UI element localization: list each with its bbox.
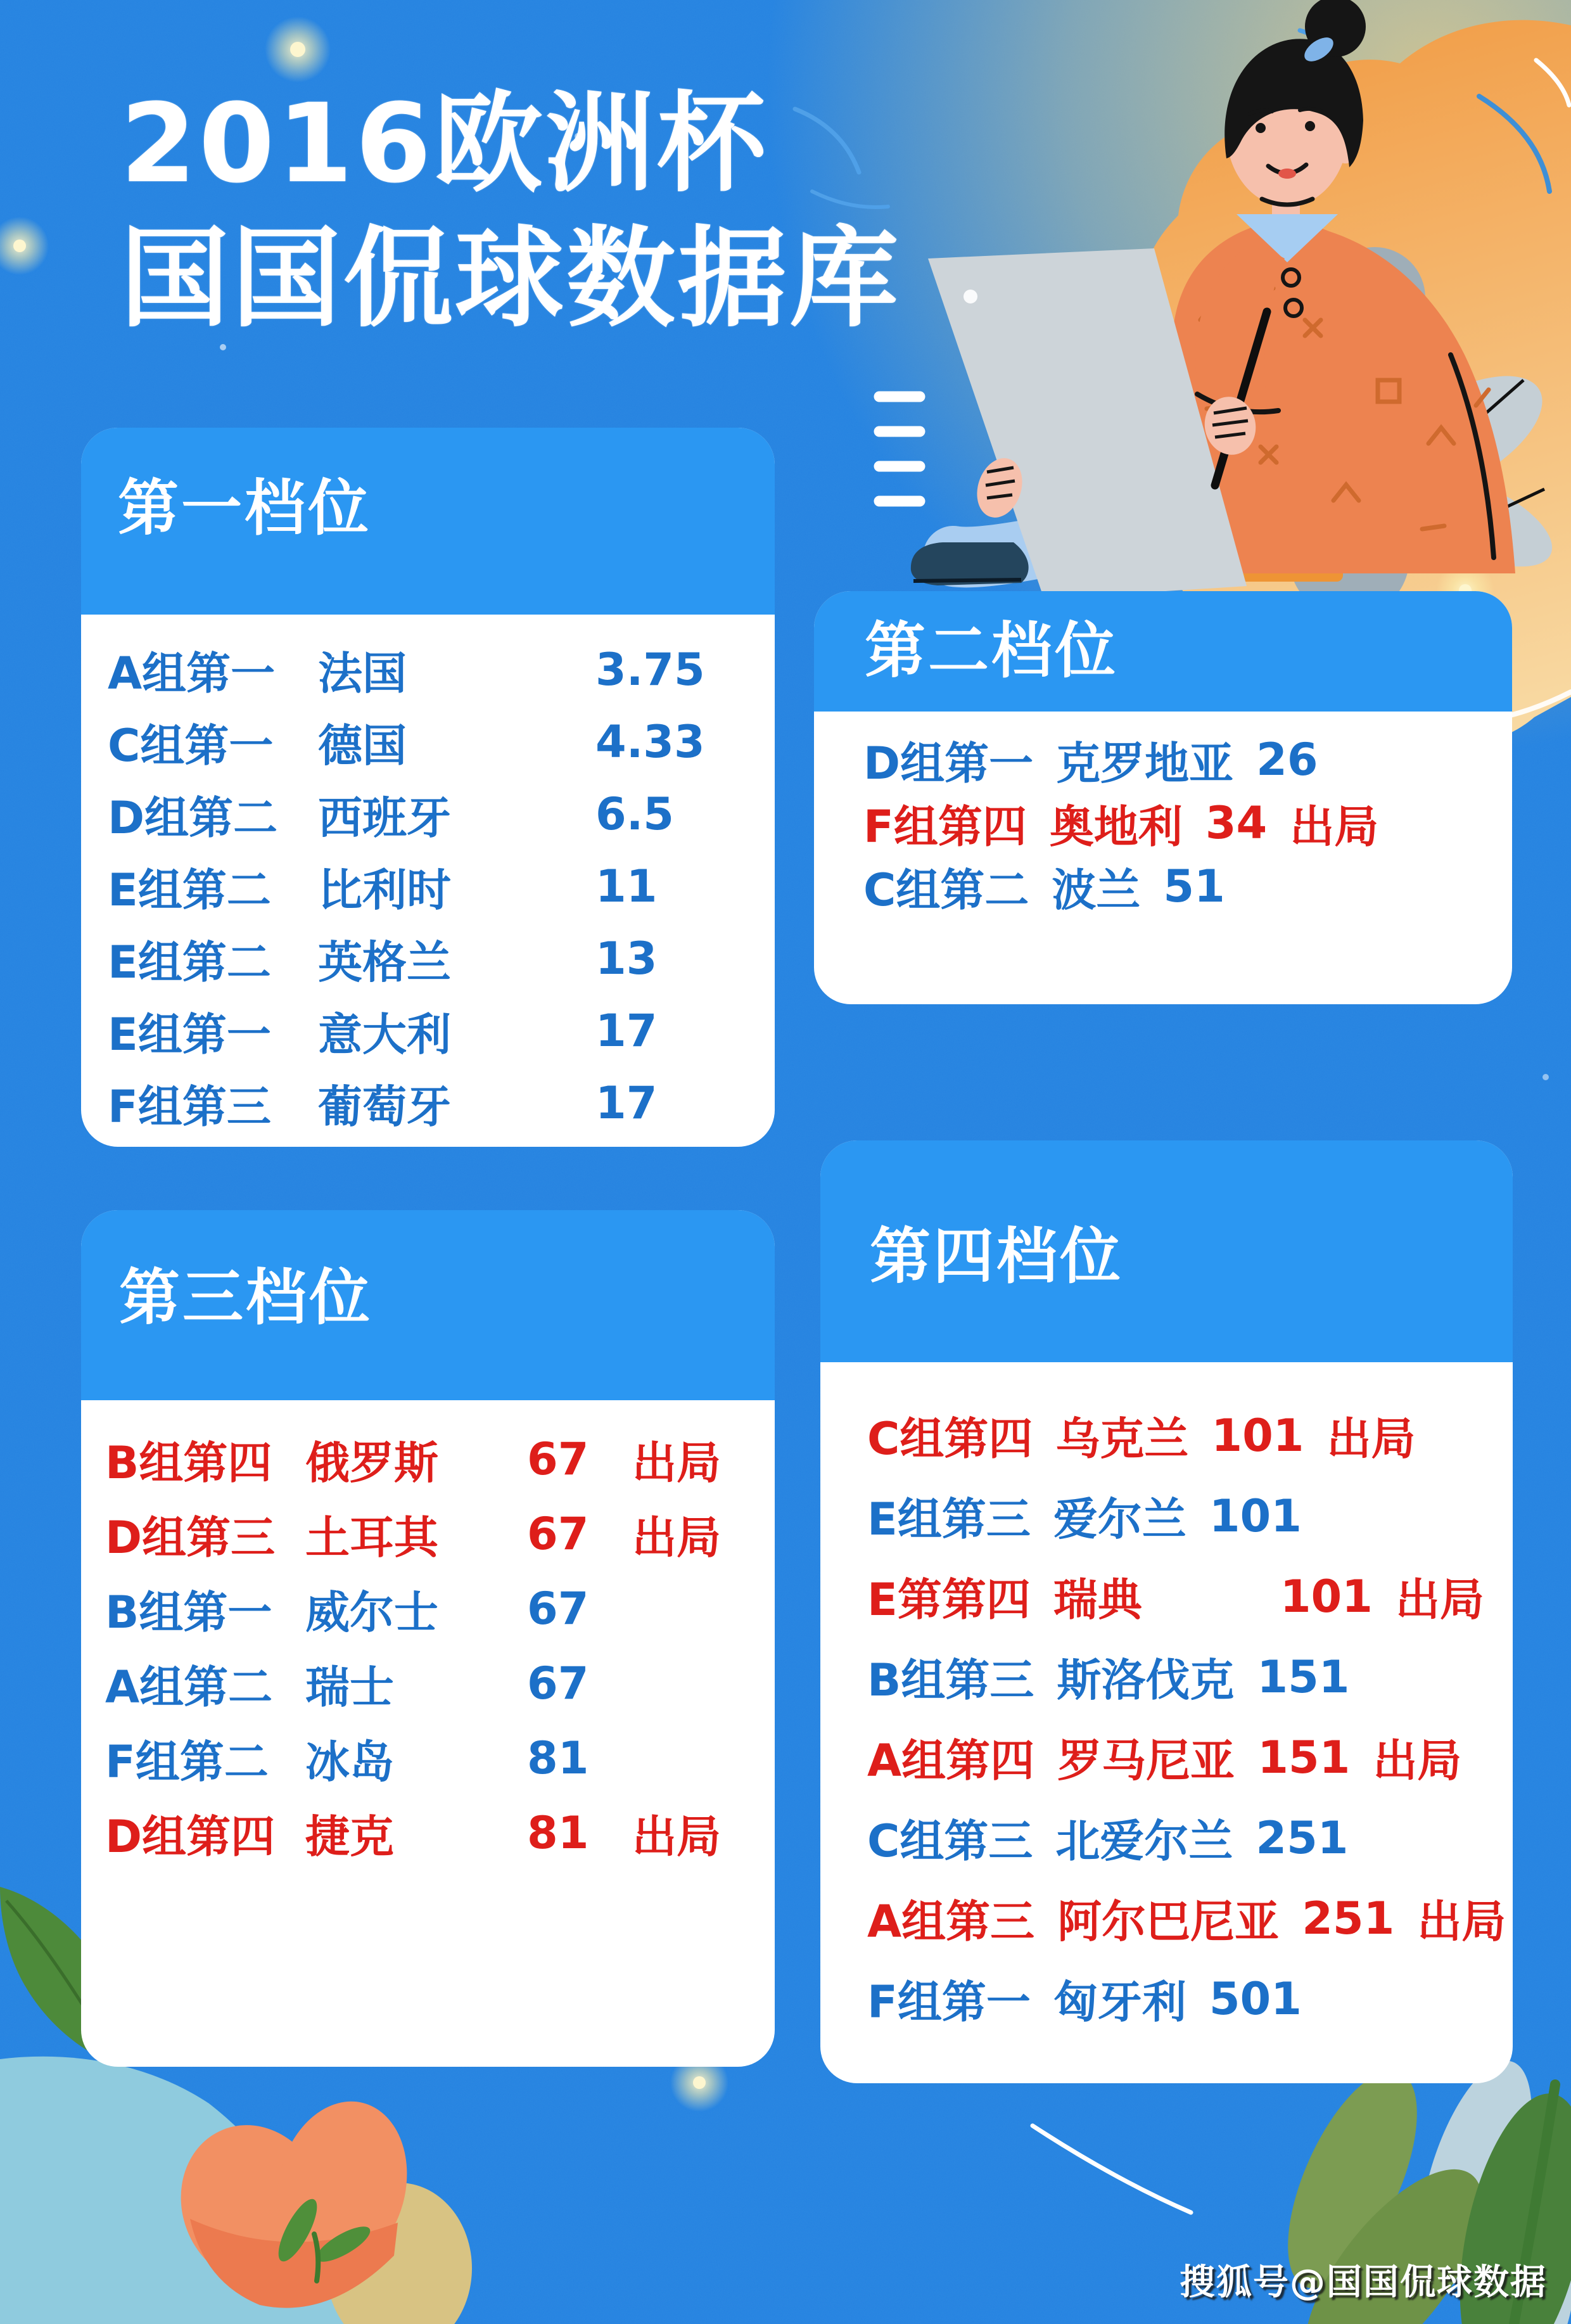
row-team: 土耳其 xyxy=(305,1511,438,1564)
row-label: D组第四 xyxy=(105,1810,276,1863)
row-note: 出局 xyxy=(632,1511,721,1564)
row-team: 北爱尔兰 xyxy=(1055,1815,1233,1867)
row-note: 出局 xyxy=(1373,1735,1462,1787)
row-label: E组第二 xyxy=(108,936,271,988)
odds-row xyxy=(867,1878,1506,1958)
odds-row xyxy=(108,778,748,850)
row-team: 奥地利 xyxy=(1049,800,1183,853)
row-label: C组第一 xyxy=(108,719,274,772)
card-tier-3-rows xyxy=(81,1400,775,1870)
row-label: C组第三 xyxy=(867,1815,1033,1867)
row-label: D组第一 xyxy=(863,737,1034,789)
odds-row xyxy=(105,1571,751,1646)
row-value: 67 xyxy=(527,1433,589,1485)
row-label: B组第四 xyxy=(105,1436,272,1489)
row-label: D组第二 xyxy=(108,791,278,844)
row-team: 德国 xyxy=(318,719,407,772)
row-team: 罗马尼亚 xyxy=(1057,1735,1235,1787)
row-value: 101 xyxy=(1209,1490,1302,1542)
row-value: 101 xyxy=(1211,1409,1304,1462)
row-value: 251 xyxy=(1302,1892,1395,1944)
odds-row xyxy=(105,1646,751,1721)
row-team: 葡萄牙 xyxy=(318,1080,451,1133)
row-label: A组第二 xyxy=(105,1661,273,1713)
card-tier-2-rows xyxy=(814,712,1512,918)
row-team: 西班牙 xyxy=(318,791,451,844)
row-label: F组第二 xyxy=(105,1735,269,1788)
row-value: 4.33 xyxy=(595,716,705,768)
odds-row xyxy=(863,855,1463,918)
row-team: 比利时 xyxy=(318,864,451,916)
odds-row xyxy=(863,728,1463,791)
page-title xyxy=(120,76,901,347)
odds-row xyxy=(105,1796,751,1870)
row-value: 3.75 xyxy=(595,644,705,696)
row-value: 17 xyxy=(595,1077,658,1129)
row-value: 501 xyxy=(1209,1972,1302,2025)
row-label: E第第四 xyxy=(867,1574,1031,1626)
row-team: 威尔士 xyxy=(305,1586,438,1638)
row-team: 阿尔巴尼亚 xyxy=(1057,1896,1280,1948)
row-value: 13 xyxy=(595,933,658,985)
row-label: D组第三 xyxy=(105,1511,276,1564)
card-tier-4-rows xyxy=(820,1362,1513,2039)
odds-row xyxy=(867,1717,1466,1797)
row-value: 67 xyxy=(527,1657,589,1709)
row-label: A组第三 xyxy=(867,1896,1035,1948)
row-label: E组第一 xyxy=(108,1008,271,1061)
row-label: C组第二 xyxy=(863,864,1029,916)
row-value: 251 xyxy=(1256,1811,1349,1864)
odds-row xyxy=(105,1422,751,1497)
row-team: 爱尔兰 xyxy=(1053,1493,1186,1545)
odds-row xyxy=(108,706,748,778)
row-label: F组第四 xyxy=(863,800,1027,853)
row-team: 克罗地亚 xyxy=(1056,737,1234,789)
row-label: A组第一 xyxy=(108,647,276,699)
card-tier-1-header: 第一档位 xyxy=(81,428,775,615)
row-team: 法国 xyxy=(318,647,407,699)
row-value: 51 xyxy=(1163,860,1225,912)
row-label: B组第三 xyxy=(867,1654,1034,1706)
row-note: 出局 xyxy=(1290,800,1379,853)
row-team: 乌克兰 xyxy=(1055,1413,1189,1465)
odds-row xyxy=(867,1797,1466,1878)
odds-row xyxy=(867,1637,1466,1717)
row-value: 6.5 xyxy=(595,788,675,840)
odds-row xyxy=(867,1476,1466,1556)
row-team: 意大利 xyxy=(318,1008,451,1061)
row-team: 瑞典 xyxy=(1053,1574,1142,1626)
card-tier-3-header: 第三档位 xyxy=(81,1210,775,1400)
row-value: 101 xyxy=(1280,1570,1373,1623)
row-label: B组第一 xyxy=(105,1586,272,1638)
odds-row xyxy=(867,1958,1466,2039)
row-value: 151 xyxy=(1257,1731,1351,1784)
odds-row xyxy=(105,1721,751,1796)
row-note: 出局 xyxy=(632,1436,721,1489)
odds-row xyxy=(867,1395,1466,1476)
row-value: 151 xyxy=(1257,1650,1350,1703)
row-note: 出局 xyxy=(1326,1413,1416,1465)
row-team: 匈牙利 xyxy=(1053,1976,1186,2028)
row-value: 26 xyxy=(1256,734,1318,786)
row-team: 冰岛 xyxy=(305,1735,394,1788)
card-tier-2 xyxy=(814,591,1512,1004)
row-label: F组第一 xyxy=(867,1976,1031,2028)
odds-row xyxy=(108,634,748,706)
title-line-2: 国国侃球数据库 xyxy=(120,215,901,343)
row-note: 出局 xyxy=(1395,1574,1484,1626)
row-value: 81 xyxy=(527,1732,589,1784)
odds-row xyxy=(108,1067,748,1139)
row-team: 波兰 xyxy=(1052,864,1141,916)
row-value: 11 xyxy=(595,860,658,912)
row-label: C组第四 xyxy=(867,1413,1033,1465)
row-label: F组第三 xyxy=(108,1080,271,1133)
row-value: 34 xyxy=(1205,797,1268,849)
row-team: 俄罗斯 xyxy=(305,1436,438,1489)
title-line-1: 2016欧洲杯 xyxy=(120,80,768,207)
odds-row xyxy=(867,1556,1484,1637)
row-label: E组第三 xyxy=(867,1493,1031,1545)
card-tier-3 xyxy=(81,1210,775,2067)
odds-row xyxy=(108,923,748,995)
card-tier-1 xyxy=(81,428,775,1147)
row-team: 英格兰 xyxy=(318,936,451,988)
row-value: 67 xyxy=(527,1508,589,1560)
row-team: 斯洛伐克 xyxy=(1057,1654,1235,1706)
odds-row xyxy=(105,1497,751,1571)
card-tier-4-header: 第四档位 xyxy=(820,1140,1513,1362)
row-note: 出局 xyxy=(1417,1896,1506,1948)
watermark: 搜狐号@国国侃球数据 xyxy=(1180,2262,1547,2303)
row-note: 出局 xyxy=(632,1810,721,1863)
odds-row xyxy=(108,995,748,1067)
row-value: 67 xyxy=(527,1583,589,1635)
row-value: 17 xyxy=(595,1005,658,1057)
row-label: A组第四 xyxy=(867,1735,1035,1787)
card-tier-4 xyxy=(820,1140,1513,2083)
row-label: E组第二 xyxy=(108,864,271,916)
card-tier-1-rows xyxy=(81,615,775,1139)
odds-row xyxy=(108,850,748,923)
row-team: 捷克 xyxy=(305,1810,394,1863)
row-team: 瑞士 xyxy=(305,1661,394,1713)
odds-row xyxy=(863,791,1463,855)
card-tier-2-header: 第二档位 xyxy=(814,591,1512,712)
row-value: 81 xyxy=(527,1807,589,1859)
